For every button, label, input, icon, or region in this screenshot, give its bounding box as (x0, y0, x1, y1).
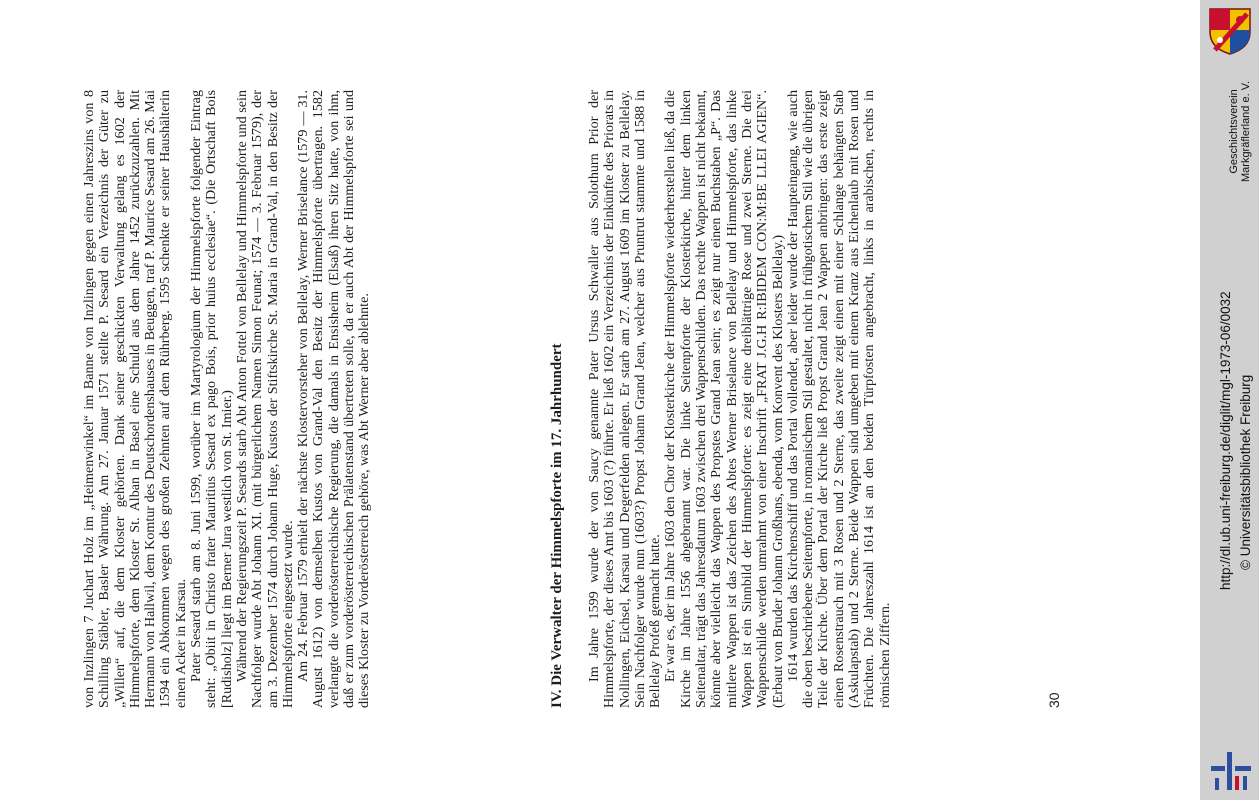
paragraph: Pater Sesard starb am 8. Juni 1599, worüber im Martyrologium der Himmelspforte folgender Eintrag steht: „Obiit in Christo frater Mauritius Sesard ex pago Bois, prior huius ecclesiae“. (Die Ortschaft Bois [Rudisholz] liegt im Berner Jura westlich von St. Imier.) (188, 90, 235, 708)
section-2-text (587, 90, 893, 708)
section-heading: IV. Die Verwalter der Himmelspforte im 17. Jahrhundert (549, 343, 565, 708)
paragraph: 1614 wurden das Kirchenschiff und das Portal vollendet, aber leider wurde der Haupteingang, wie auch die oben beschriebene Seitenpforte, in romanischem Stil gestaltet, nicht in frühgotischem Stil wie die übrigen Teile der Kirche. Über dem Portal der Kirche ließ Propst Grand Jean 2 Wappen anbringen: das erste zeigt einen Rosenstrauch mit 3 Rosen und 2 Sterne, das zweite zeigt einen mit einer Schlange behängten Stab (Askulapstab) und 2 Sterne. Beide Wappen sind umgeben mit einem Kranz aus Eichenlaub mit Rosen und Früchten. Die Jahreszahl 1614 ist an den beiden Türpfosten angebracht, links in arabischen, rechts in römischen Ziffern. (784, 90, 893, 708)
page-number: 30 (1046, 692, 1062, 708)
paragraph: Im Jahre 1599 wurde der von Saucy genannte Pater Ursus Schwaller aus Solothurn Prior der Himmelspforte, der dieses Amt bis 1603 (?) führte. Er ließ 1602 ein Verzeichnis der Einkünfte des Priorats in Nollingen, Eichsel, Karsau und Degerfelden anlegen. Er starb am 27. August 1609 im Kloster zu Bellelay. Sein Nachfolger wurde nun (1603?) Propst Johann Grand Jean, welcher aus Pruntrut stammte und 1588 in Bellelay Profeß gemacht hatte. (586, 90, 664, 708)
source-url-link[interactable]: http://dl.ub.uni-freiburg.de/diglit/mgl-1973-06/0032 (1218, 291, 1233, 590)
ub-freiburg-logo-icon (1209, 748, 1253, 792)
organization-line: Geschichtsverein (1228, 89, 1240, 174)
copyright-text: © Universitätsbibliothek Freiburg (1238, 374, 1253, 570)
paragraph: von Inzlingen 7 Juchart Holz im „Heimenwinkel“ im Banne von Inzlingen gegen einen Jahreszins von 8 Schilling Stäbler, Basler Währung. Am 27. Januar 1571 stellte P. Sesard ein Verzeichnis der Güter zu „Willen“ auf, die dem Kloster gehörten. Dank seiner geschickten Verwaltung gelang es 1602 der Himmelspforte, dem Kloster St. Alban in Basel eine Schuld aus dem Jahre 1452 zurückzuzahlen. Mit Hermann von Hallwil, dem Komtur des Deutschordenshauses in Beuggen, traf P. Maurice Sesard am 26. Mai 1594 ein Abkommen wegen des großen Zehnten auf dem Rührberg. 1595 schenkte er seiner Haushälterin einen Acker in Karsau. (81, 90, 189, 708)
section-1-text (82, 90, 373, 708)
paragraph: Er war es, der im Jahre 1603 den Chor der Klosterkirche der Himmelspforte wiederherstellen ließ, da die Kirche im Jahre 1556 abgebrannt war. Die linke Seitenpforte der Klosterkirche, hinter dem linken Seitenaltar, trägt das Jahresdatum 1603 zwischen drei Wappenschilden. Das rechte Wappen ist nicht bekannt, könnte aber vielleicht das Wappen des Propstes Grand Jean sein; es zeigt nur einen Buchstaben „P“. Das mittlere Wappen ist das Zeichen des Abtes Werner Briselance von Bellelay und Himmelspforte, das linke Wappen ist ein Sinnbild der Himmelspforte: es zeigt eine dreiblättrige Rose und zwei Sterne. Die drei Wappenschilde werden umrahmt von einer Inschrift „FRAT J.G.H R:IBIDEM CON:M:BE LLEI AGIEN“. (Erbaut von Bruder Johann Großhans, ebenda, vom Konvent des Klosters Bellelay.) (662, 90, 786, 708)
paragraph: Am 24. Februar 1579 erhielt der nächste Klostervorsteher von Bellelay, Werner Briselance (1579 — 31. August 1612) von demselben Kustos von Grand-Val den Besitz der Himmelspforte übertragen. 1582 verlangte die vorderösterreichische Regierung, die damals in Ensisheim (Elsaß) ihren Sitz hatte, von ihm, daß er zum vorderösterreichischen Prälatenstand übertreten solle, da er auch Abt der Himmelspforte sei und dieses Kloster zu Vorderösterreich gehöre, was Abt Werner aber ablehnte. (295, 90, 373, 708)
coat-of-arms-icon (1207, 6, 1253, 56)
organization-line: Markgräflerland e. V. (1240, 80, 1252, 182)
organization-name (1228, 81, 1252, 182)
paragraph: Während der Regierungszeit P. Sesards starb Abt Anton Fottel von Bellelay und Himmelspforte und sein Nachfolger wurde Abt Johann XI. (mit bürgerlichem Namen Simon Feunat; 1574 — 3. Februar 1579), der am 3. Dezember 1574 durch Johann Huge, Kustos der Stiftskirche St. Maria in Grand-Val, in den Besitz der Himmelspforte eingesetzt wurde. (233, 90, 296, 708)
